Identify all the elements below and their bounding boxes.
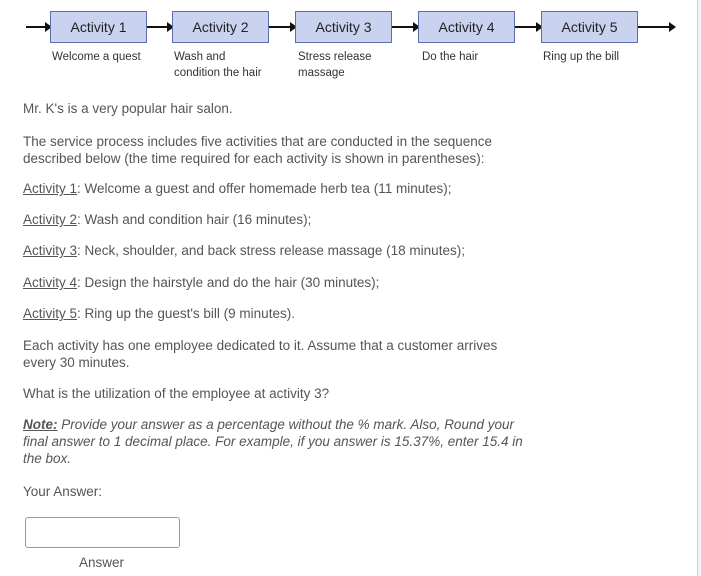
activity-4-desc-line: Do the hair xyxy=(422,51,479,63)
employee-assumption xyxy=(23,337,563,371)
activity-3-text: : Neck, shoulder, and back stress release massage (18 minutes); xyxy=(77,243,465,258)
activity-4-label: Activity 4 xyxy=(438,19,495,35)
your-answer-label: Your Answer: xyxy=(23,484,103,499)
employee-line-2: every 30 minutes. xyxy=(23,355,130,370)
note-line-1 xyxy=(23,416,563,433)
activity-5-desc-line: Ring up the bill xyxy=(543,51,620,63)
activity-2-desc xyxy=(174,49,262,81)
flow-arrow-3-4 xyxy=(392,26,418,28)
activity-2-desc-line-2: condition the hair xyxy=(174,67,262,79)
activity-1-name: Activity 1 xyxy=(23,181,78,196)
activity-3-name: Activity 3 xyxy=(23,243,78,258)
activity-3-desc-line-2: massage xyxy=(298,67,345,79)
activity-3-item xyxy=(23,242,563,259)
note-text-1: Provide your answer as a percentage without the % mark. Also, Round your xyxy=(57,417,514,432)
process-flow-diagram xyxy=(0,0,701,95)
flow-arrow-4-5 xyxy=(515,26,541,28)
activity-2-name: Activity 2 xyxy=(23,212,78,227)
activity-3-desc xyxy=(298,49,372,81)
activity-5-name: Activity 5 xyxy=(23,306,78,321)
answer-caption: Answer xyxy=(79,555,125,570)
activity-1-text: : Welcome a guest and offer homemade herb tea (11 minutes); xyxy=(77,181,452,196)
activity-5-label: Activity 5 xyxy=(561,19,618,35)
activity-1-label: Activity 1 xyxy=(70,19,127,35)
activity-5-box xyxy=(541,11,638,43)
activity-2-desc-line-1: Wash and xyxy=(174,51,226,63)
activity-5-text: : Ring up the guest's bill (9 minutes). xyxy=(77,306,295,321)
activity-3-label: Activity 3 xyxy=(315,19,372,35)
activity-1-desc xyxy=(52,49,141,65)
activity-4-text: : Design the hairstyle and do the hair (30 minutes); xyxy=(77,275,380,290)
activity-5-item xyxy=(23,305,563,322)
note-line-2: final answer to 1 decimal place. For example, if you answer is 15.37%, enter 15.4 in xyxy=(23,434,523,449)
activity-3-box xyxy=(295,11,392,43)
answer-input[interactable] xyxy=(25,517,180,548)
flow-arrow-out xyxy=(638,26,674,28)
activity-1-box xyxy=(50,11,147,43)
activity-4-item xyxy=(23,274,563,291)
activity-4-desc xyxy=(422,49,478,65)
process-line-1: The service process includes five activities that are conducted in the sequence xyxy=(23,134,493,149)
process-description xyxy=(23,133,563,167)
process-line-2: described below (the time required for each activity is shown in parentheses): xyxy=(23,151,485,166)
activity-4-box xyxy=(418,11,515,43)
flow-arrow-in xyxy=(26,26,50,28)
activity-1-item xyxy=(23,180,563,197)
activity-5-desc xyxy=(543,49,619,65)
note-label: Note: xyxy=(23,417,58,432)
flow-arrow-1-2 xyxy=(147,26,172,28)
flow-arrow-2-3 xyxy=(269,26,295,28)
activity-1-desc-line: Welcome a quest xyxy=(52,51,141,63)
question-prompt: What is the utilization of the employee at activity 3? xyxy=(23,386,330,401)
employee-line-1: Each activity has one employee dedicated to it. Assume that a customer arrives xyxy=(23,338,498,353)
activity-2-text: : Wash and condition hair (16 minutes); xyxy=(77,212,312,227)
activity-2-item xyxy=(23,211,563,228)
answer-note xyxy=(23,416,563,467)
note-line-3: the box. xyxy=(23,451,72,466)
intro-text: Mr. K's is a very popular hair salon. xyxy=(23,101,233,116)
activity-3-desc-line-1: Stress release xyxy=(298,51,372,63)
activity-4-name: Activity 4 xyxy=(23,275,78,290)
activity-2-label: Activity 2 xyxy=(192,19,249,35)
activity-2-box xyxy=(172,11,269,43)
